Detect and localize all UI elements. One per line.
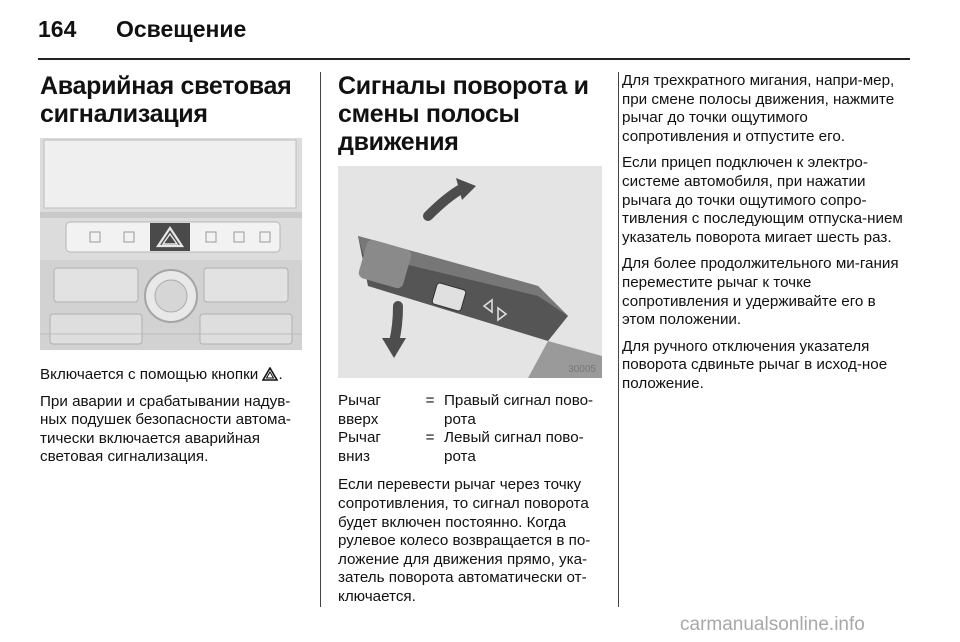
watermark: carmanualsonline.info bbox=[680, 614, 865, 635]
figure-code: 30005 bbox=[568, 364, 596, 375]
column-divider-1 bbox=[320, 72, 321, 607]
middle-column bbox=[338, 72, 602, 615]
triple-flash-paragraph: Для трехкратного мигания, напри-мер, при смене полосы движения, нажмите рычаг до точки ощутимого сопротивления и отпустите его. bbox=[622, 72, 895, 145]
chapter-title: Освещение bbox=[116, 16, 247, 42]
hazard-section-title: Аварийная световая сигнализация bbox=[40, 72, 292, 128]
trailer-paragraph: Если прицеп подключен к электро-системе автомобиля, при нажатии рычага до точки ощутимого сопро-тивления с последующим отпуска-нием указатель поворота мигает шесть раз. bbox=[622, 154, 903, 246]
hazard-triangle-icon bbox=[262, 367, 278, 381]
dashboard-illustration bbox=[40, 138, 302, 350]
manual-cancel-paragraph: Для ручного отключения указателя поворота сдвиньте рычаг в исход-ное положение. bbox=[622, 337, 888, 392]
left-column bbox=[40, 72, 302, 475]
definition-row: Рычаг вниз = Левый сигнал пово-рота bbox=[338, 429, 584, 465]
turn-signal-paragraph: Если перевести рычаг через точку сопротивления, то сигнал поворота будет включен постоянно. Когда рулевое колесо возвращается в по-ложение для движения прямо, ука-затель поворота автоматически от-ключается. bbox=[338, 476, 591, 605]
hazard-activation-text: Включается с помощью кнопки . bbox=[40, 366, 283, 383]
page-number: 164 bbox=[38, 16, 77, 42]
turn-signal-lever-figure bbox=[338, 166, 602, 378]
lever-definitions bbox=[338, 392, 602, 466]
hazard-airbag-text: При аварии и срабатывании надув-ных подушек безопасности автома-тически включается аварийная световая сигнализация. bbox=[40, 392, 291, 466]
turn-signal-section-title: Сигналы поворота и смены полосы движения bbox=[338, 72, 589, 156]
hazard-button-figure bbox=[40, 138, 302, 350]
header-divider bbox=[38, 58, 910, 60]
continuous-flash-paragraph: Для более продолжительного ми-гания переместите рычаг к точке сопротивления и удерживайте его в этом положении. bbox=[622, 255, 899, 329]
right-column bbox=[622, 72, 912, 402]
column-divider-2 bbox=[618, 72, 619, 607]
definition-row: Рычаг вверх = Правый сигнал пово-рота bbox=[338, 392, 594, 428]
lever-illustration bbox=[338, 166, 602, 378]
page-header bbox=[38, 16, 908, 50]
